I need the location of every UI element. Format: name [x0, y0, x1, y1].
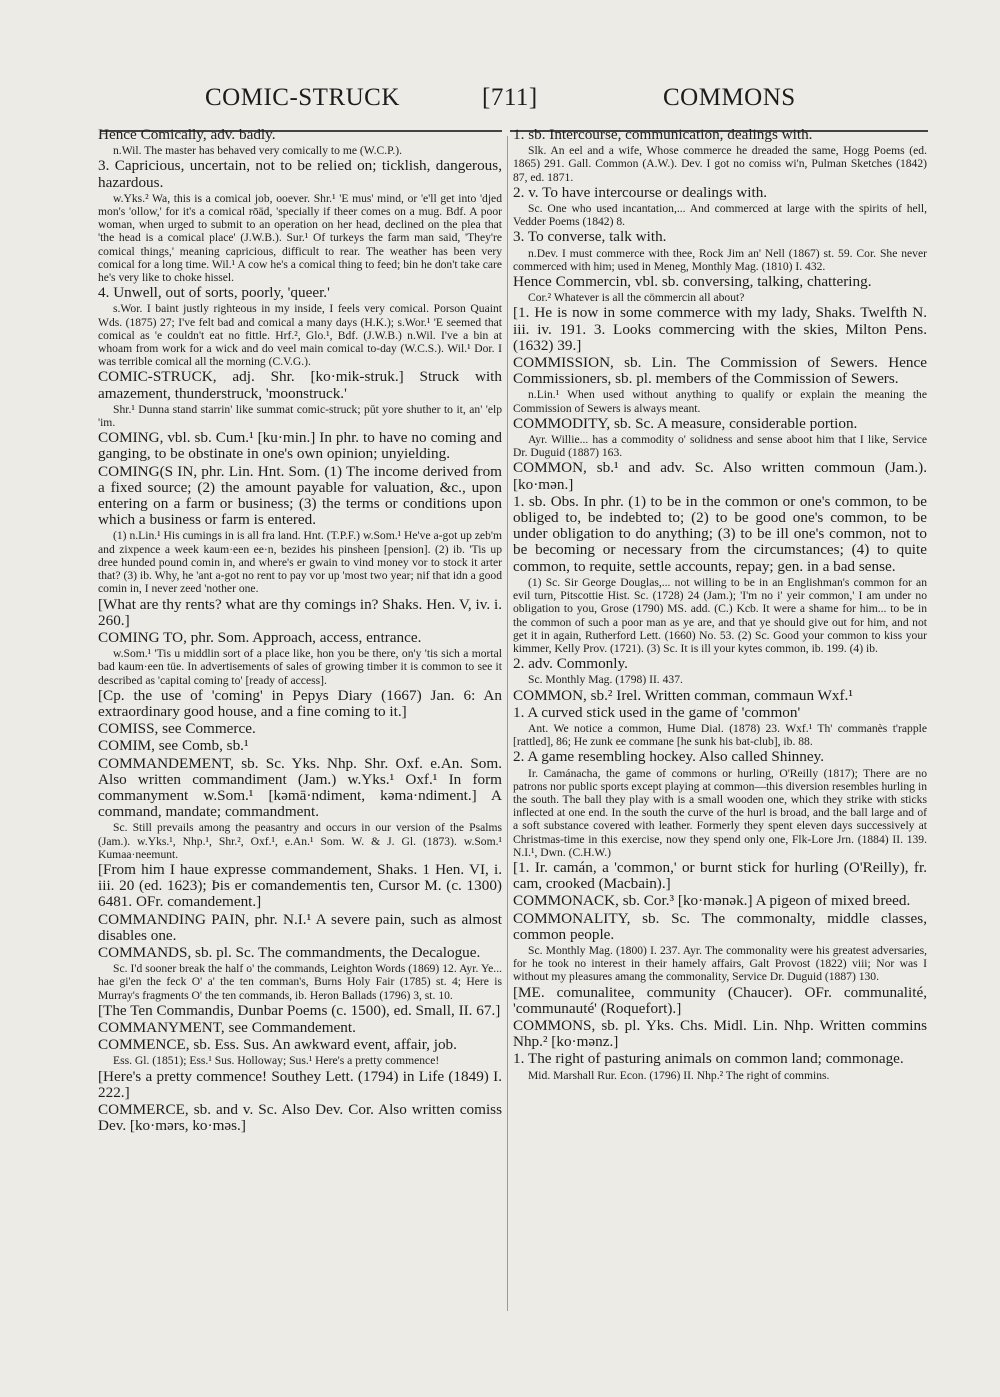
entry-definition: COMING(S IN, phr. Lin. Hnt. Som. (1) The income derived from a fixed source; (2) the amount payable for valuation, &c., upon entering on a farm or business; (3) the terms or conditions upon which a business or farm is entered. [98, 462, 502, 529]
entry-definition: [Here's a pretty commence! Southey Lett. (1794) in Life (1849) I. 222.] [98, 1067, 502, 1101]
entry-definition: COMMISSION, sb. Lin. The Commission of Sewers. Hence Commissioners, sb. pl. members of the Commission of Sewers. [513, 354, 927, 388]
entry-definition: COMMANYMENT, see Commandement. [98, 1018, 356, 1036]
entry-definition: COMMANDS, sb. pl. Sc. The commandments, the Decalogue. [98, 943, 481, 961]
entry-definition: [1. He is now in some commerce with my lady, Shaks. Twelfth N. iii. iv. 191. 3. Looks commercing with the skies, Milton Pens. (1632) 39.] [513, 304, 927, 354]
entry-citation: Sc. Monthly Mag. (1798) II. 437. [528, 673, 683, 687]
entry-definition: COMMONS, sb. pl. Yks. Chs. Midl. Lin. Nhp. Written commins Nhp.² [ko·mənz.] [513, 1016, 927, 1051]
entry-definition: COMING TO, phr. Som. Approach, access, entrance. [98, 628, 422, 646]
entry-definition: COMMENCE, sb. Ess. Sus. An awkward event, affair, job. [98, 1036, 457, 1054]
entry-definition: [What are thy rents? what are thy comings in? Shaks. Hen. V, iv. i. 260.] [98, 595, 502, 629]
entry-definition: [1. Ir. camán, a 'common,' or burnt stick for hurling (O'Reilly), fr. cam, crooked (Macbain).] [513, 858, 927, 893]
entry-citation: Ayr. Willie... has a commodity o' solidness and sense aboot him that I like, Service Dr. Duguid (1887) 163. [513, 433, 927, 460]
entry-citation: Ir. Camánacha, the game of commons or hurling, O'Reilly (1817); There are no patrons nor public sports except playing at common—this diversion resembles hurling in the south. The ball they play with is a small wooden one, which they strike with sticks inflected at one end. In the south the curve of the hurl is broad, and the ball large and of a soft substance covered with leather. Formerly they spent eleven days successively at Christmas-time in this exercise, now they spend only one, Flk-Lore Jrn. (1884) II. 139. N.I.¹, Dwn. (C.H.W.) [513, 766, 927, 859]
entry-definition: 2. A game resembling hockey. Also called Shinney. [513, 748, 824, 766]
running-head-right: COMMONS [663, 84, 796, 111]
entry-citation: Sc. I'd sooner break the half o' the commands, Leighton Words (1869) 12. Ayr. Ye... hae gi'en the feck O' a' the ten comman's, Burns Holy Fair (1785) st. 4; Here is Murray's fragments O' the ten commands, ib. Heron Ballads (1796) 3, st. 10. [98, 962, 502, 1002]
entry-definition: 1. A curved stick used in the game of 'common' [513, 703, 801, 721]
entry-citation: Ant. We notice a common, Hume Dial. (1878) 23. Wxf.¹ Th' commanès t'rapple [rattled], 86; He zunk ee commane [he sunk his bat-club], ib. 88. [513, 721, 927, 749]
entry-definition: COMMON, sb.² Irel. Written comman, commaun Wxf.¹ [513, 686, 853, 704]
entry-definition: [From him I haue expresse commandement, Shaks. 1 Hen. VI, i. iii. 20 (ed. 1623); Þis er comandementis ten, Cursor M. (c. 1300) 6481. OFr. comandement.] [98, 860, 502, 911]
entry-definition: COMMONACK, sb. Cor.³ [ko·mənək.] A pigeon of mixed breed. [513, 892, 911, 910]
entry-citation: w.Yks.² Wa, this is a comical job, ooever. Shr.¹ 'E mus' mind, or 'e'll get into 'djed mon's 'ollow,' for it's a comical rōäd, 'specially if theer comes on a mug. Bdf. A poor woman, when urged to submit to an operation on her head, declined on the plea that 'the head is a comical place' (J.W.B.). Sur.¹ Of turkeys the farm man said, 'They're comical things,' meaning capricious, difficult to rear. The weather has been very comical for a long time. Wil.¹ A cow he's a comical thing to feed; bin he don't take care he's very like to choke hissel. [98, 191, 502, 285]
entry-citation: (1) Sc. Sir George Douglas,... not willing to be in an Englishman's common for an evil turn, Pitscottie Hist. Sc. (1728) 24 (Jam.); 'I'm no i' yeir common,' I am under no obligation to you, Grose (1790) MS. add. (C.) Kcb. It were a shame for him... to be in the common of such a poor man as ye are, and that ye should give out for him, and not get it in again, Rutherford Lett. (1660) No. 53. (2) Sc. Good your common to kiss your kimmer, Kelly Prov. (1721). (3) Sc. It is ill your kytes common, ib. 199. (4) ib. [513, 575, 927, 655]
entry-citation: Mid. Marshall Rur. Econ. (1796) II. Nhp.² The right of commins. [528, 1068, 830, 1082]
entry-citation: w.Som.¹ 'Tis u middlin sort of a place like, hon you be there, on'y 'tis sich a mortal bad kaum·een tüe. In advertisements of sales of growing timber it is common to see it described as 'capital coming to' [ready of access]. [98, 647, 502, 687]
entry-definition: Hence Comically, adv. badly. [98, 126, 276, 143]
entry-citation: n.Lin.¹ When used without anything to qualify or explain the meaning the Commission of Sewers is always meant. [513, 388, 927, 415]
entry-definition: 1. The right of pasturing animals on common land; commonage. [513, 1050, 904, 1068]
entry-definition: COMMANDING PAIN, phr. N.I.¹ A severe pain, such as almost disables one. [98, 910, 502, 944]
running-head-left: COMIC-STRUCK [205, 84, 400, 111]
entry-definition: COMISS, see Commerce. [98, 720, 256, 738]
entry-definition: COMIM, see Comb, sb.¹ [98, 737, 249, 755]
entry-definition: COMMONALITY, sb. Sc. The commonalty, middle classes, common people. [513, 909, 927, 943]
entry-definition: 4. Unwell, out of sorts, poorly, 'queer.' [98, 284, 330, 302]
entry-definition: COMIC-STRUCK, adj. Shr. [ko·mik-struk.] Struck with amazement, thunderstruck, 'moonstruck.' [98, 368, 502, 402]
entry-citation: (1) n.Lin.¹ His cumings in is all fra land. Hnt. (T.P.F.) w.Som.¹ He've a-got up zeb'm and zixpence a week kaum·een ee·n, bezides his pinsheen [pension]. (2) ib. 'Tis up dree hunded pound comin in, and where's er gwain to vind money vor to stock it arter that? (3) ib. Why, he 'ant a-got no rent to pay vor up 'most two year; nif that idn a good comin in, I never zeed 'nother one. [98, 529, 502, 596]
entry-citation: Slk. An eel and a wife, Whose commerce he dreaded the same, Hogg Poems (ed. 1865) 291. Gall. Common (A.W.). Dev. I got no comiss wi'n, Pulman Sketches (1842) 87, ed. 1871. [513, 144, 927, 184]
entry-definition: COMMON, sb.¹ and adv. Sc. Also written commoun (Jam.). [ko·mən.] [513, 459, 927, 493]
right-column [513, 126, 927, 1311]
entry-definition: COMMANDEMENT, sb. Sc. Yks. Nhp. Shr. Oxf. e.An. Som. Also written commandiment (Jam.) w.Yks.¹ Oxf.¹ In form commanyment w.Som.¹ [kəmā·ndiment, kəma·ndiment.] A command, mandate; commandment. [98, 754, 502, 821]
entry-definition: COMING, vbl. sb. Cum.¹ [ku·min.] In phr. to have no coming and ganging, to be obstinate in one's own opinion; unyielding. [98, 429, 502, 463]
entry-definition: COMMODITY, sb. Sc. A measure, considerable portion. [513, 414, 858, 432]
entry-citation: Sc. One who used incantation,... And commerced at large with the spirits of hell, Vedder Poems (1842) 8. [513, 202, 927, 229]
entry-citation: Cor.² Whatever is all the cömmercin all about? [528, 291, 745, 305]
entry-citation: Sc. Monthly Mag. (1800) I. 237. Ayr. The commonality were his greatest adversaries, for he took no interest in their hamely affairs, Galt Provost (1822) viii; Nor was I without my pleasures amang the commonality, Service Dr. Duguid (1887) 130. [513, 943, 927, 984]
entry-definition: Hence Commercin, vbl. sb. conversing, talking, chattering. [513, 273, 872, 291]
entry-definition: [The Ten Commandis, Dunbar Poems (c. 1500), ed. Small, II. 67.] [98, 1001, 501, 1019]
left-column [98, 126, 502, 1311]
entry-citation: Shr.¹ Dunna stand starrin' like summat comic-struck; pŭt yore shuther to it, an' 'elp 'im. [98, 402, 502, 430]
page-header [0, 84, 1000, 124]
entry-citation: s.Wor. I baint justly righteous in my inside, I feels very comical. Porson Quaint Wds. (1875) 27; I've felt bad and comical a many days (H.K.); s.Wor.¹ 'E seemed that comical as 'e couldn't eat no fittle. Hrf.², Glo.¹, Bdf. (J.W.B.) n.Wil. I've a bin at whoam from work for a wick and do veel main comical to-day (W.C.S.). Wil.¹ Dor. I was terrible comical all the morning (C.V.G.). [98, 302, 502, 369]
entry-citation: Sc. Still prevails among the peasantry and occurs in our version of the Psalms (Jam.). w.Yks.¹, Nhp.¹, Shr.², Oxf.¹, e.An.¹ Som. W. & J. Gl. (1873). w.Som.¹ Kumaa·neemunt. [98, 821, 502, 861]
entry-definition: COMMERCE, sb. and v. Sc. Also Dev. Cor. Also written comiss Dev. [ko·mərs, ko·məs.] [98, 1101, 502, 1135]
entry-definition: 3. To converse, talk with. [513, 228, 667, 246]
page-number: [711] [482, 84, 538, 111]
entry-definition: [Cp. the use of 'coming' in Pepys Diary (1667) Jan. 6: An extraordinary good house, and a fine coming to it.] [98, 686, 502, 720]
entry-definition: 2. v. To have intercourse or dealings with. [513, 183, 768, 201]
entry-definition: 1. sb. Obs. In phr. (1) to be in the common or one's common, to be obliged to, be indebted to; (2) to be good one's common, to be under obligation to do anything; (3) to be ill one's common, not to be becoming or necessary from the circumstances; (4) to quite common, to requite, settle accounts, repay; gen. in a bad sense. [513, 492, 927, 575]
entry-definition: 3. Capricious, uncertain, not to be relied on; ticklish, dangerous, hazardous. [98, 157, 502, 191]
entry-definition: 1. sb. Intercourse, communication, dealings with. [513, 126, 813, 143]
entry-definition: [ME. comunalitee, community (Chaucer). OFr. communalité, 'communauté' (Roquefort).] [513, 983, 927, 1017]
column-divider [507, 136, 508, 1311]
entry-citation: Ess. Gl. (1851); Ess.¹ Sus. Holloway; Sus.¹ Here's a pretty commence! [113, 1054, 440, 1068]
entry-citation: n.Wil. The master has behaved very comically to me (W.C.P.). [113, 144, 402, 158]
entry-definition: 2. adv. Commonly. [513, 655, 628, 673]
entry-citation: n.Dev. I must commerce with thee, Rock Jim an' Nell (1867) st. 59. Cor. She never commerced with him; used in Meneg, Monthly Mag. (1810) I. 432. [513, 246, 927, 273]
